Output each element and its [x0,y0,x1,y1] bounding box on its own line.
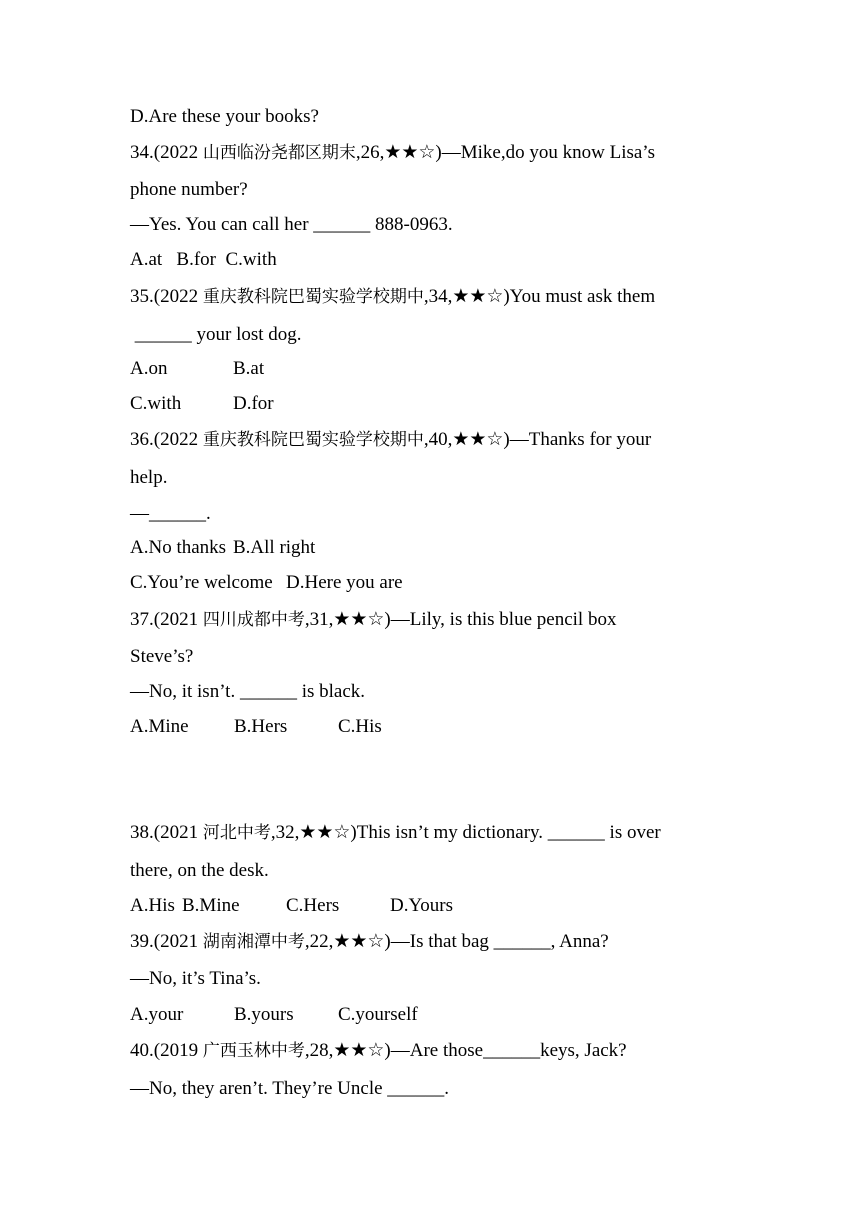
q34-stem [130,141,655,165]
q39-option-a: A.your [130,1004,184,1025]
q37-option-a: A.Mine [130,716,189,737]
q39-answer-line: —No, it’s Tina’s. [130,968,261,989]
q35-stem [130,285,655,309]
q35-stem-cont: ______ your lost dog. [130,324,302,345]
q38-option-a: A.His [130,895,175,916]
q36-stem [130,428,651,452]
q36-stem-cont: help. [130,467,168,488]
q38-text: ,32,★★☆)This isn’t my dictionary. ______ is over [270,822,661,843]
q36-option-b: B.All right [233,537,316,558]
q39-stem [130,930,609,954]
q34-stem-cont: phone number? [130,179,248,200]
q37-stem-cont: Steve’s? [130,646,194,667]
q36-option-c: C.You’re welcome [130,572,273,593]
q37-text: ,31,★★☆)—Lily, is this blue pencil box [304,609,617,630]
q35-option-a: A.on [130,358,168,379]
q36-answer-line: —______. [130,503,211,524]
q38-stem [130,821,661,845]
q37-stem [130,608,616,632]
q39-option-b: B.yours [234,1004,294,1025]
q36-source: 重庆教科院巴蜀实验学校期中 [202,430,424,450]
q34-options: A.at B.for C.with [130,249,277,270]
q36-number: 36.(2022 [130,429,203,450]
q38-option-d: D.Yours [390,895,454,916]
q37-answer-line: —No, it isn’t. ______ is black. [130,681,366,702]
q39-option-c: C.yourself [338,1004,418,1025]
q40-stem [130,1039,627,1063]
q38-option-c: C.Hers [286,895,340,916]
q37-source: 四川成都中考 [202,610,305,630]
q37-option-b: B.Hers [234,716,288,737]
q35-text: ,34,★★☆)You must ask them [423,286,656,307]
q35-option-d: D.for [233,393,274,414]
q40-number: 40.(2019 [130,1040,203,1061]
q39-number: 39.(2021 [130,931,203,952]
q35-option-b: B.at [233,358,265,379]
q39-text: ,22,★★☆)—Is that bag ______, Anna? [304,931,609,952]
q38-source: 河北中考 [202,823,271,843]
q38-option-b: B.Mine [182,895,240,916]
q38-stem-cont: there, on the desk. [130,860,269,881]
q38-number: 38.(2021 [130,822,203,843]
q36-option-a: A.No thanks [130,537,227,558]
q40-text: ,28,★★☆)—Are those______keys, Jack? [304,1040,627,1061]
q34-source: 山西临汾尧都区期末 [202,143,356,163]
q40-source: 广西玉林中考 [202,1041,305,1061]
q37-number: 37.(2021 [130,609,203,630]
q35-source: 重庆教科院巴蜀实验学校期中 [202,287,424,307]
q36-text: ,40,★★☆)—Thanks for your [423,429,652,450]
q40-answer-line: —No, they aren’t. They’re Uncle ______. [130,1078,450,1099]
q34-text: ,26,★★☆)—Mike,do you know Lisa’s [355,142,655,163]
q35-option-c: C.with [130,393,182,414]
q37-option-c: C.His [338,716,382,737]
q34-answer-line: —Yes. You can call her ______ 888-0963. [130,214,453,235]
q35-number: 35.(2022 [130,286,203,307]
q34-number: 34.(2022 [130,142,203,163]
q39-source: 湖南湘潭中考 [202,932,305,952]
q33-option-d: D.Are these your books? [130,106,319,127]
q36-option-d: D.Here you are [286,572,403,593]
